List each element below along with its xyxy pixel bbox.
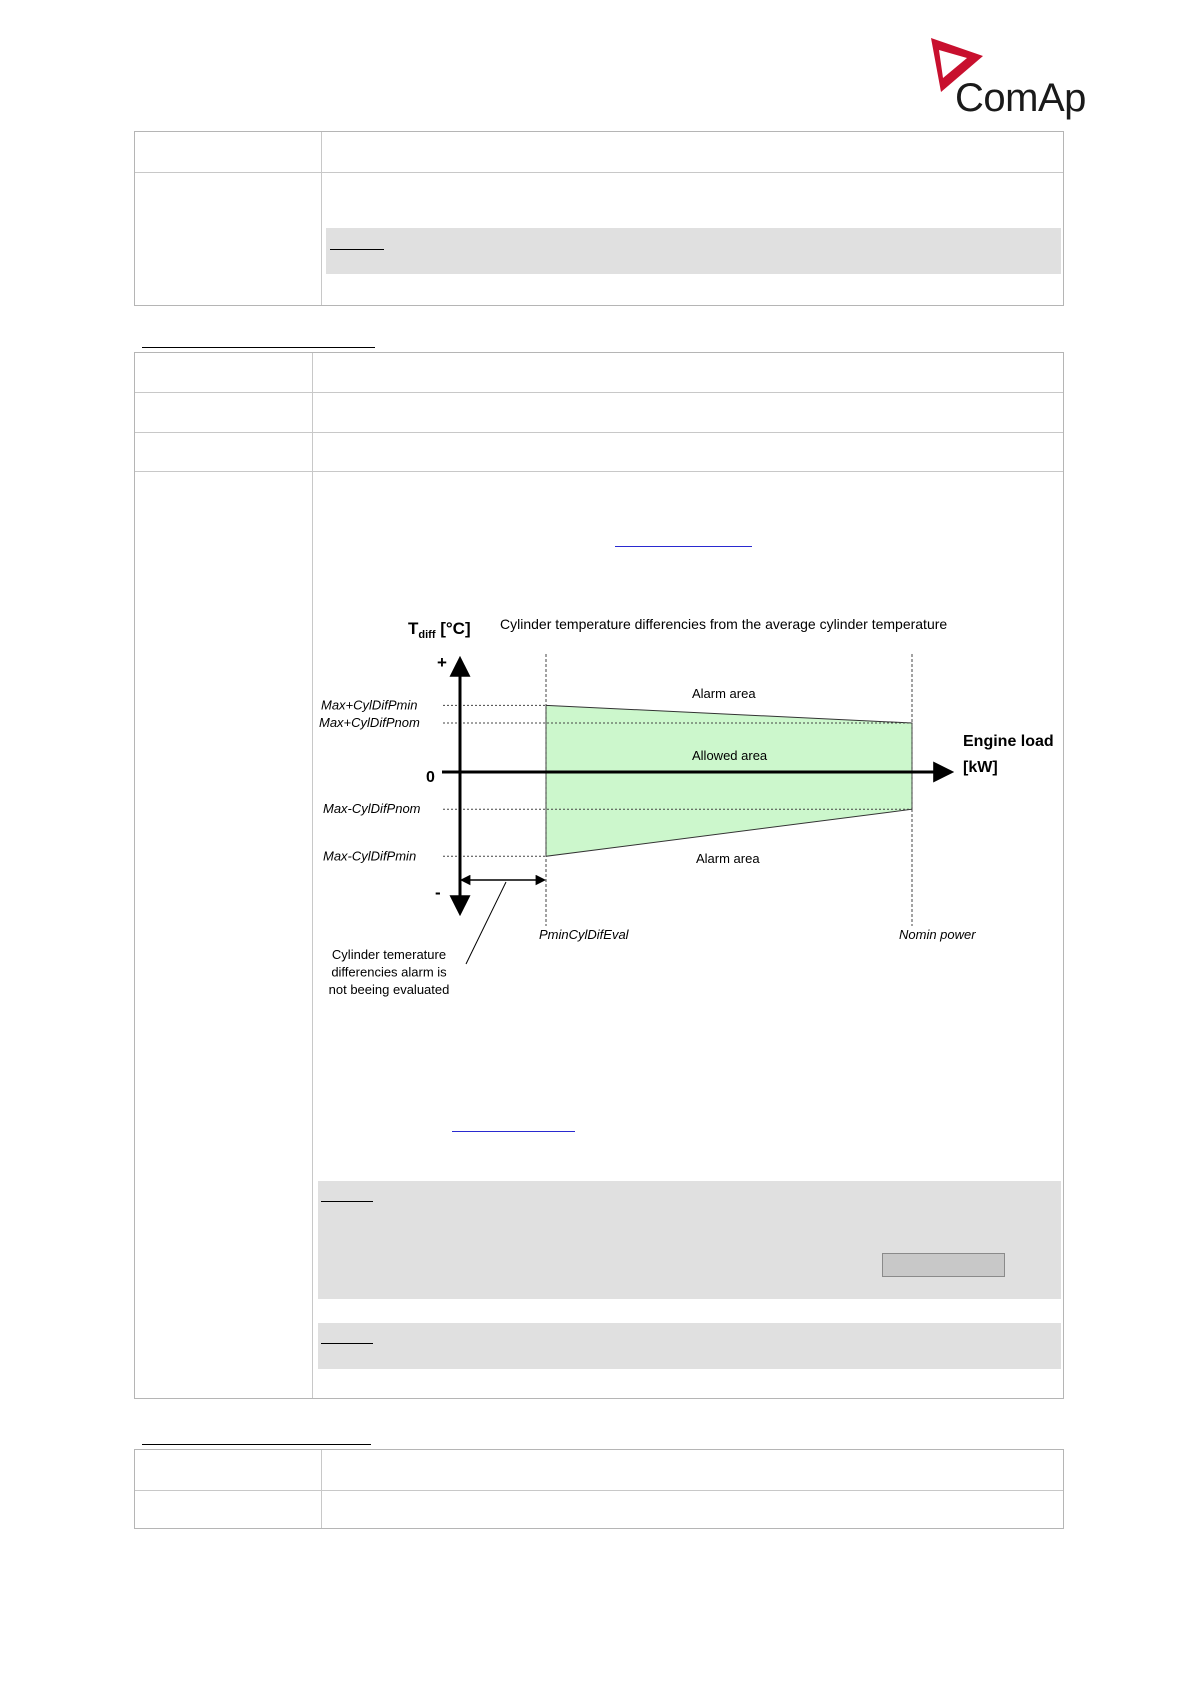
y-level-label: Max+CylDifPmin (321, 697, 418, 713)
logo-text: ComAp (955, 76, 1086, 120)
x-axis-unit-label: [kW] (963, 759, 998, 776)
y-level-label: Max+CylDifPnom (319, 715, 420, 730)
allowed-area-region (546, 705, 912, 856)
annotation-text: not beeing evaluated (328, 982, 450, 997)
y-plus-label: + (437, 653, 447, 672)
annotation-text: Cylinder temerature (331, 947, 447, 962)
annotation-text: differencies alarm is (331, 964, 447, 980)
section-heading-link[interactable] (142, 1444, 371, 1445)
chart-title: Cylinder temperature differencies from the average cylinder temperature (500, 616, 948, 632)
table-row (135, 1450, 1063, 1490)
column-divider (321, 1450, 322, 1528)
alarm-area-top-label: Alarm area (692, 686, 756, 701)
y-level-label: Max-CylDifPmin (323, 848, 417, 864)
table-row (135, 1490, 1063, 1529)
parameter-table-3 (134, 1449, 1064, 1529)
y-level-label: Max-CylDifPnom (323, 801, 421, 817)
allowed-area-label: Allowed area (692, 748, 768, 763)
x-point-label: PminCylDifEval (539, 927, 629, 942)
y-minus-label: - (435, 883, 441, 902)
x-point-label: Nomin power (899, 927, 976, 942)
x-axis-label: Engine load (963, 733, 1054, 750)
alarm-area-bottom-label: Alarm area (696, 851, 760, 866)
y-zero-label: 0 (426, 769, 435, 786)
annotation-leader-line (466, 882, 506, 964)
y-axis-label: $T_{diff}$ [°C] (408, 619, 471, 641)
